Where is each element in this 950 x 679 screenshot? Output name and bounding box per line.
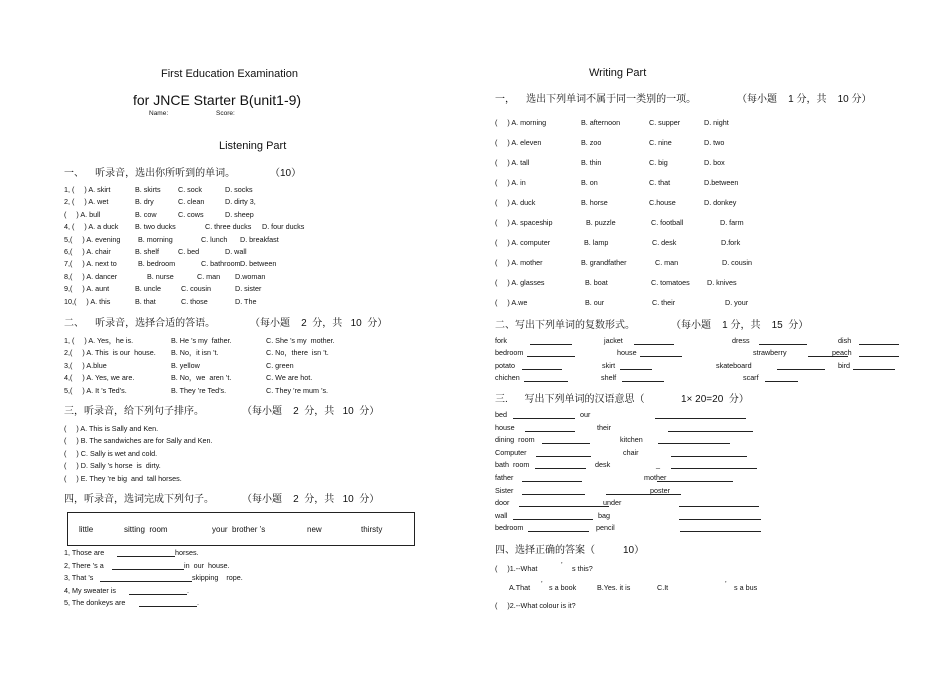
word-label: mother (644, 473, 667, 482)
option-text: 9,( ) A. aunt (64, 284, 110, 294)
option-text: ( ) A. eleven (495, 138, 542, 147)
option-text: B. skirts (135, 185, 161, 194)
option-text: D. socks (225, 185, 253, 194)
option-text: C. clean (178, 197, 205, 207)
option-text: C. nine (649, 138, 672, 147)
answer-blank[interactable] (765, 381, 798, 382)
option-text: B. cow (135, 209, 157, 219)
option-text: B. shelf (135, 247, 159, 256)
option-text: 3,( ) A.blue (64, 360, 107, 370)
option-text: C. man (655, 258, 679, 267)
option-text: B. lamp (584, 238, 609, 247)
option-text: D.fork (721, 238, 741, 247)
option-text: C. that (649, 178, 671, 187)
option-text: C. They ’re mum ’s. (266, 385, 329, 395)
option-text: ( ) A. bull (64, 209, 101, 219)
word-label: dress (732, 336, 750, 345)
word-label: shelf (601, 373, 617, 383)
answer-blank[interactable] (640, 356, 682, 357)
sentence-end: skipping rope. (192, 573, 243, 583)
exam-title: First Education Examination (161, 68, 298, 80)
answer-blank[interactable] (129, 594, 187, 595)
option-text: ( ) A. mother (495, 258, 543, 267)
option-text: C. those (181, 296, 208, 306)
option-text: C. bathroom (201, 259, 241, 269)
option-text: ( ) A. spaceship (495, 218, 553, 227)
answer-blank[interactable] (528, 531, 589, 532)
word-option: thirsty (361, 525, 383, 534)
section-score: 1× 20=20 分） (681, 394, 749, 405)
option-text: C. their (652, 298, 676, 307)
answer-blank[interactable] (522, 494, 585, 495)
option-text: 6,( ) A. chair (64, 247, 111, 256)
option-text: D. box (704, 158, 725, 167)
word-label: bedroom (495, 348, 524, 358)
word-label: bedroom (495, 523, 524, 533)
option-text: B. He ’s my father. (171, 336, 232, 345)
option-text: C. man (197, 271, 221, 281)
option-text: B. dry (135, 197, 154, 207)
answer-blank[interactable] (658, 443, 730, 444)
word-option: your brother ’s (212, 525, 266, 534)
word-label: door (495, 498, 510, 508)
section-score: 10） (623, 545, 645, 556)
answer-blank[interactable] (620, 369, 652, 370)
option-text: C. tomatoes (651, 278, 690, 287)
option-text: B. on (581, 178, 598, 187)
answer-blank[interactable] (679, 519, 761, 520)
score-label: Score: (216, 110, 235, 117)
answer-blank[interactable] (655, 418, 746, 419)
option-text: B. two ducks (135, 222, 176, 232)
word-label: bird (838, 360, 850, 370)
option-text: 4,( ) A. Yes, we are. (64, 373, 135, 383)
option-text: C. supper (649, 118, 681, 127)
option-text: C. bed (178, 247, 200, 256)
section-title: 二、 听录音，选择合适的答语。 (64, 318, 216, 329)
sentence-end: . (187, 585, 189, 595)
section-score: （每小题 1 分，共 10 分） (737, 94, 872, 105)
word-label: our (580, 410, 591, 419)
word-label: skirt (602, 360, 616, 370)
option-text: 1, ( ) A. skirt (64, 185, 111, 194)
option-text: B. grandfather (581, 258, 627, 267)
word-label: house (617, 348, 637, 358)
question-1: ( )1.--What (495, 564, 538, 573)
word-label: jacket (604, 336, 623, 345)
answer-blank[interactable] (522, 369, 562, 370)
option-text: ( ) A. glasses (495, 278, 545, 287)
option-text: D. between (240, 259, 277, 269)
sentence-end: in our house. (184, 560, 230, 570)
option-text: 4, ( ) A. a duck (64, 222, 119, 232)
option-text: C. lunch (201, 234, 228, 244)
option-text: ( ) A.we (495, 298, 528, 307)
answer-blank[interactable] (859, 356, 899, 357)
option-text: B. puzzle (586, 218, 616, 227)
word-option: little (79, 525, 94, 534)
option-text: B. No，we aren ’t. (171, 373, 232, 383)
word-label: skateboard (716, 360, 752, 370)
sentence-start: 2, There ’s a (64, 560, 104, 570)
section-score: （每小题 2 分，共 10 分） (250, 318, 388, 329)
word-label: scarf (743, 373, 759, 383)
word-label: their (597, 422, 611, 432)
apostrophe: ’ (561, 560, 563, 569)
answer-blank[interactable] (634, 344, 674, 345)
word-label: pencil (596, 523, 615, 533)
answer-blank[interactable] (530, 344, 572, 345)
section-title: 二、写出下列单词的复数形式。 (495, 320, 635, 331)
option-text: ( ) A. duck (495, 198, 536, 207)
section-title: 一、 听录音，选出你所听到的单词。 (64, 168, 236, 179)
answer-blank[interactable] (519, 506, 609, 507)
answer-blank[interactable] (668, 431, 753, 432)
answer-blank[interactable] (606, 494, 681, 495)
answer-blank[interactable] (535, 468, 586, 469)
option-text: C. We are hot. (266, 373, 313, 383)
sentence-start: 4, My sweater is (64, 585, 116, 595)
option-text: D. your (725, 298, 749, 307)
option-text: 2, ( ) A. wet (64, 197, 109, 207)
answer-blank[interactable] (853, 369, 895, 370)
option-text: B. afternoon (581, 118, 621, 127)
option-text: D.woman (235, 271, 266, 281)
word-label: peach (832, 348, 852, 358)
word-label: dining room (495, 435, 535, 445)
option-text: 5,( ) A. It ’s Ted’s. (64, 385, 127, 395)
option-text: B. nurse (147, 271, 174, 281)
option-text: C. cousin (181, 284, 211, 294)
answer-blank[interactable] (524, 381, 568, 382)
word-label: potato (495, 360, 515, 370)
option-text: D. night (704, 118, 729, 127)
section-title: 三，听录音，给下列句子排序。 (64, 406, 204, 417)
answer-blank[interactable] (513, 418, 575, 419)
word-option: new (307, 525, 322, 534)
word-label: chair (623, 447, 639, 457)
option-text: C. cows (178, 209, 204, 219)
word-label: kitchen (620, 435, 643, 445)
option-text: D. four ducks (262, 222, 305, 232)
word-label: fork (495, 336, 507, 345)
option-text: C. desk (652, 238, 677, 247)
option-text: ( ) A. computer (495, 238, 551, 247)
option-text: ’ (725, 579, 727, 588)
answer-blank[interactable] (100, 581, 192, 582)
option-text: 2,( ) A. This is our house. (64, 348, 156, 358)
option-text: C. football (651, 218, 684, 227)
answer-blank[interactable] (622, 381, 664, 382)
option-text: B. morning (138, 234, 173, 244)
sentence-item: ( ) C. Sally is wet and cold. (64, 448, 158, 458)
answer-blank[interactable] (117, 556, 175, 557)
option-text: ( ) A. morning (495, 118, 547, 127)
option-text: B. thin (581, 158, 602, 167)
answer-blank[interactable] (513, 519, 593, 520)
answer-blank[interactable] (536, 456, 591, 457)
section-score: （每小题 2 分，共 10 分） (242, 494, 380, 505)
section-title: 三. 写出下列单词的汉语意思（ (495, 394, 645, 405)
option-text: D. farm (720, 218, 744, 227)
option-text: 5,( ) A. evening (64, 234, 121, 244)
question-2: ( )2.--What colour is it? (495, 601, 576, 610)
option-text: B. zoo (581, 138, 602, 147)
option-text: D. sister (235, 284, 262, 294)
section-score: （每小题 1 分，共 15 分） (671, 320, 809, 331)
option-text: C. She ’s my mother. (266, 336, 335, 345)
answer-blank[interactable] (680, 531, 761, 532)
sentence-end: horses. (175, 548, 199, 557)
answer-blank[interactable] (657, 481, 733, 482)
answer-blank[interactable] (527, 356, 575, 357)
section-title: 一， 选出下列单词不属于同一类别的一项。 (495, 94, 697, 105)
option-text: D. knives (707, 278, 737, 287)
word-label: father (495, 473, 514, 482)
option-text: B. uncle (135, 284, 161, 294)
word-label: poster (650, 485, 670, 495)
answer-blank[interactable] (671, 468, 757, 469)
question-1-end: s this? (572, 564, 593, 573)
word-label: bag (598, 510, 610, 520)
section-score: （每小题 2 分，共 10 分） (242, 406, 380, 417)
option-text: D. dirty 3, (225, 197, 256, 207)
option-text: ’ (541, 579, 543, 588)
option-text: C. three ducks (205, 222, 252, 232)
word-option: sitting room (124, 525, 168, 534)
sentence-end: . (197, 598, 199, 608)
word-label: bed (495, 410, 507, 419)
listening-part-title: Listening Part (219, 140, 287, 152)
option-text: D. two (704, 138, 725, 147)
word-label: under (603, 498, 622, 508)
answer-blank[interactable] (522, 481, 582, 482)
desk-mark: _ (656, 460, 660, 469)
answer-blank[interactable] (759, 344, 807, 345)
option-text: B. bedroom (138, 259, 176, 269)
option-text: D. donkey (704, 198, 737, 207)
option-text: D. The (235, 296, 257, 306)
answer-blank[interactable] (859, 344, 899, 345)
exam-subtitle: for JNCE Starter B(unit1-9) (133, 92, 302, 108)
option-text: C.It (657, 583, 669, 592)
option-text: B. yellow (171, 360, 200, 370)
sentence-item: ( ) E. They ’re big and tall horses. (64, 473, 182, 483)
answer-blank[interactable] (671, 456, 747, 457)
option-text: B. No，it isn ’t. (171, 348, 219, 358)
sentence-item: ( ) A. This is Sally and Ken. (64, 424, 159, 433)
option-text: 1, ( ) A. Yes，he is. (64, 336, 134, 345)
option-text: s a bus (734, 583, 758, 592)
word-label: chichen (495, 373, 520, 383)
option-text: B. They ’re Ted’s. (171, 385, 227, 395)
option-text: B. boat (585, 278, 608, 287)
word-label: strawberry (753, 348, 787, 358)
writing-part-title: Writing Part (589, 67, 647, 79)
option-text: C.house (649, 198, 676, 207)
answer-blank[interactable] (139, 606, 197, 607)
option-text: 10,( ) A. this (64, 296, 111, 306)
word-label: bath room (495, 460, 530, 470)
section-title: 四、选择正确的答案（ (495, 545, 595, 556)
section-title: 四，听录音，选词完成下列句子。 (64, 494, 214, 505)
sentence-start: 3, That ’s (64, 573, 94, 583)
sentence-item: ( ) B. The sandwiches are for Sally and Ken. (64, 436, 213, 446)
sentence-start: 1, Those are (64, 548, 105, 557)
word-label: dish (838, 336, 852, 345)
option-text: D. cousin (722, 258, 752, 267)
word-label: Computer (495, 447, 527, 457)
name-label: Name: (149, 110, 169, 117)
option-text: B.Yes. it is (597, 583, 631, 592)
answer-blank[interactable] (542, 443, 590, 444)
option-text: D. breakfast (240, 234, 279, 244)
answer-blank[interactable] (679, 506, 759, 507)
option-text: B. our (585, 298, 605, 307)
option-text: ( ) A. in (495, 178, 526, 187)
option-text: B. horse (581, 198, 608, 207)
option-text: A.That (509, 583, 531, 592)
option-text: D. sheep (225, 209, 254, 219)
word-label: wall (495, 510, 508, 520)
option-text: C. No，there isn ’t. (266, 348, 329, 358)
sentence-item: ( ) D. Sally ’s horse is dirty. (64, 461, 161, 471)
option-text: s a book (549, 583, 577, 592)
option-text: B. that (135, 296, 156, 306)
option-text: C. big (649, 158, 668, 167)
answer-blank[interactable] (525, 431, 575, 432)
option-text: C. sock (178, 185, 202, 194)
option-text: C. green (266, 360, 294, 370)
word-label: Sister (495, 485, 514, 495)
option-text: 7,( ) A. next to (64, 259, 117, 269)
answer-blank[interactable] (112, 569, 184, 570)
option-text: ( ) A. tall (495, 158, 530, 167)
answer-blank[interactable] (777, 369, 825, 370)
word-label: desk (595, 460, 611, 470)
word-label: house (495, 422, 515, 432)
option-text: D. wall (225, 247, 247, 256)
section-score: （10） (270, 168, 302, 179)
sentence-start: 5, The donkeys are (64, 598, 126, 608)
option-text: D.between (704, 178, 739, 187)
option-text: 8,( ) A. dancer (64, 271, 118, 281)
